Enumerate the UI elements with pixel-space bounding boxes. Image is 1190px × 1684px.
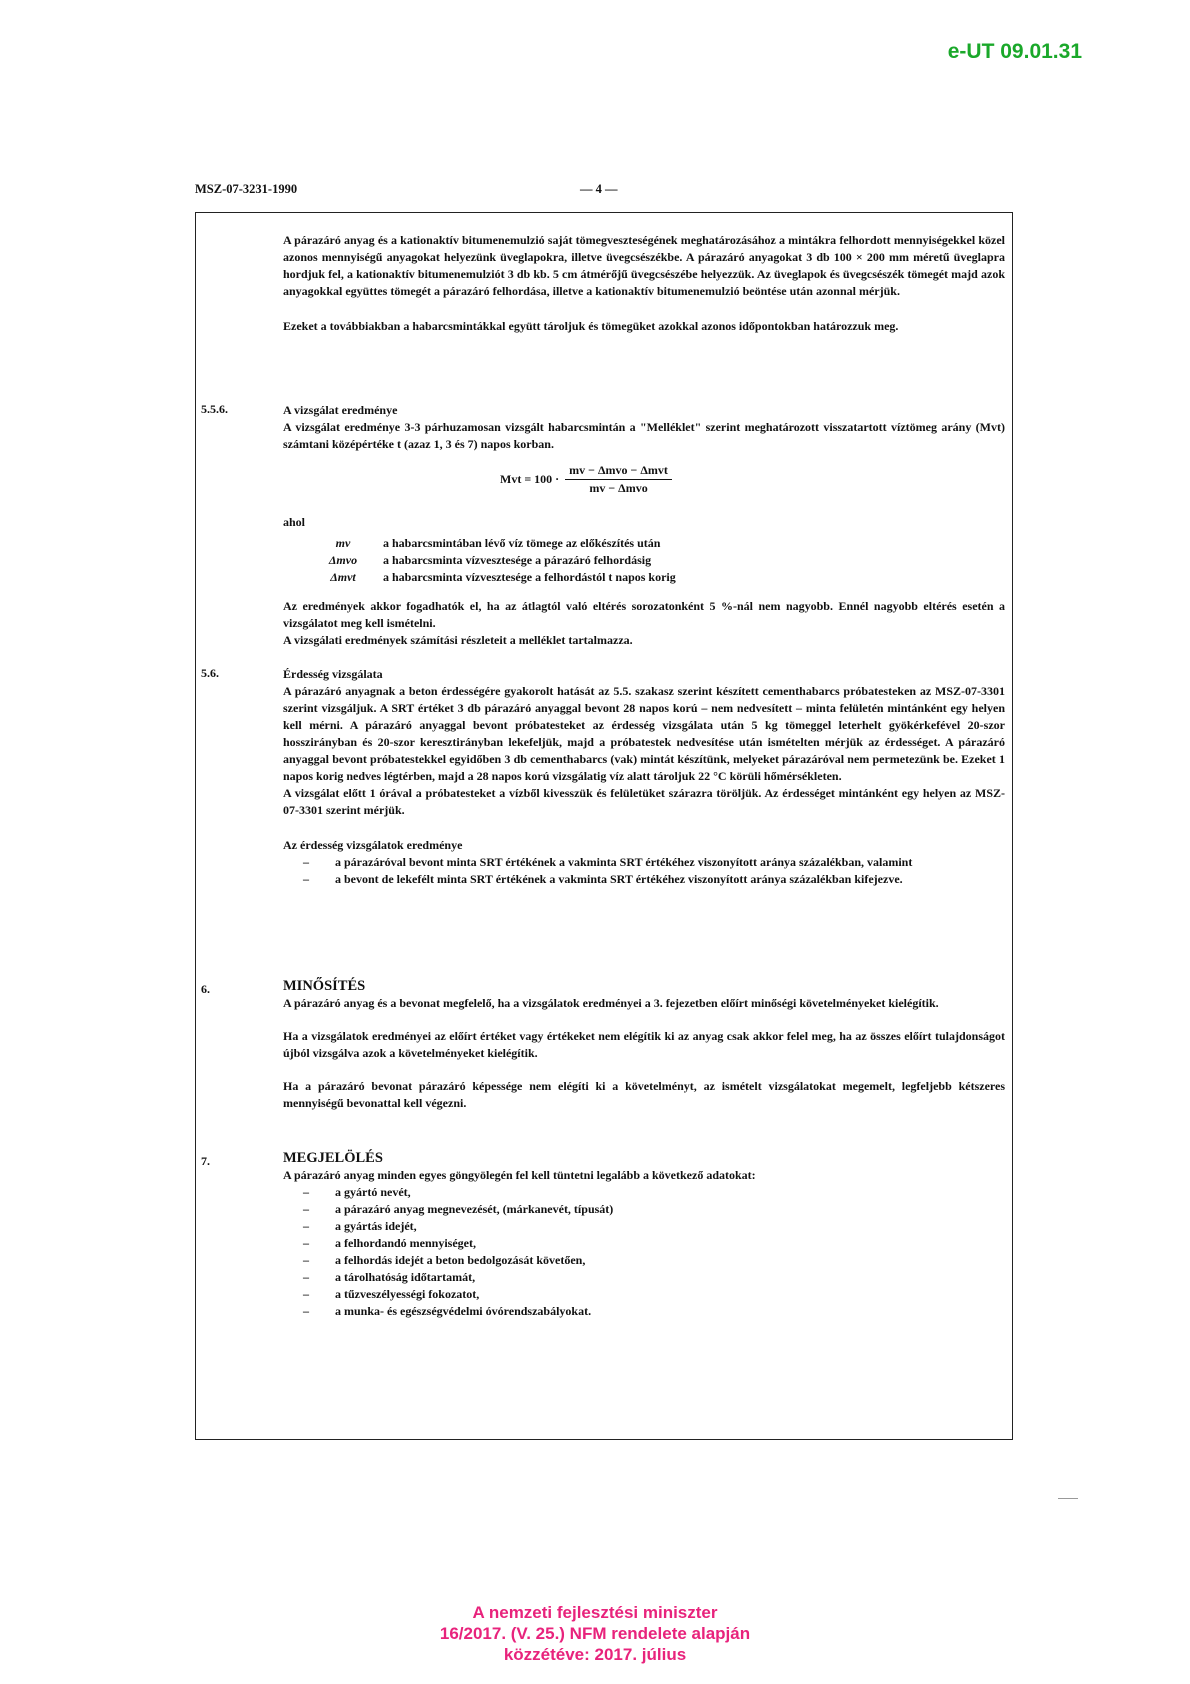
section-paragraph: Ha a vizsgálatok eredményei az előírt értéket vagy értékeket nem elégítik ki az anyag csak akkor felel meg, ha az összes előírt tulajdonságot újból vizsgálva azok a követelményeket kielégítik. — [283, 1029, 1005, 1060]
marking-item — [283, 1286, 1005, 1303]
results-item-text: a párazáróval bevont minta SRT értékének a vakminta SRT értékéhez viszonyított aránya százalékban, valamint — [335, 855, 913, 869]
formula-denominator: mv − Δmvo — [589, 481, 648, 495]
dash-bullet: – — [303, 1236, 309, 1250]
marking-item — [283, 1218, 1005, 1235]
footer-line: közzétéve: 2017. július — [503, 1645, 687, 1664]
section-5-5-6 — [283, 402, 1005, 453]
document-code: e-UT 09.01.31 — [947, 40, 1082, 63]
section-7 — [283, 1150, 1005, 1320]
header-standard-number: MSZ-07-3231-1990 — [195, 182, 298, 196]
intro-block — [283, 232, 1005, 335]
section-title: A vizsgálat eredménye — [283, 403, 398, 417]
marking-item-text: a felhordandó mennyiséget, — [335, 1236, 476, 1250]
legend-item — [303, 552, 1005, 569]
ahol-label: ahol — [283, 515, 306, 529]
dash-bullet: – — [303, 1287, 309, 1301]
section-paragraph: A vizsgálat eredménye 3-3 párhuzamosan vizsgált habarcsmintán a "Melléklet" szerint meghatározott visszatartott víztömeg arány (Mvt) számtani középértéke t (azaz 1, 3 és 7) napos korban. — [283, 420, 1005, 451]
marking-item — [283, 1184, 1005, 1201]
dash-bullet: – — [303, 1185, 309, 1199]
formula-fraction — [565, 463, 672, 496]
section-number: 5.6. — [201, 666, 219, 680]
dash-bullet: – — [303, 872, 309, 886]
marking-item-text: a párazáró anyag megnevezését, (márkanevét, típusát) — [335, 1202, 614, 1216]
results-item — [283, 854, 1005, 871]
dash-bullet: – — [303, 1253, 309, 1267]
formula-lhs: Mvt = 100 · — [500, 472, 560, 486]
section-number: 5.5.6. — [201, 402, 228, 416]
legend-symbol: Δmvo — [328, 553, 358, 567]
footer-line: 16/2017. (V. 25.) NFM rendelete alapján — [439, 1624, 751, 1643]
legend-description: a habarcsminta vízvesztesége a felhordástól t napos korig — [383, 570, 676, 584]
marking-item-text: a gyártó nevét, — [335, 1185, 411, 1199]
marking-item — [283, 1269, 1005, 1286]
section-paragraph: A vizsgálat előtt 1 órával a próbatesteket a vízből kivesszük és felületüket szárazra töröljük. Az érdességet mintánként egy helyen az MSZ-07-3301 szerint mérjük. — [283, 786, 1005, 817]
section-heading: MEGJELÖLÉS — [283, 1150, 383, 1166]
marking-item-text: a munka- és egészségvédelmi óvórendszabályokat. — [335, 1304, 592, 1318]
marking-item — [283, 1303, 1005, 1320]
marking-item-text: a felhordás idejét a beton bedolgozását követően, — [335, 1253, 586, 1267]
annex-note: A vizsgálati eredmények számítási részleteit a melléklet tartalmazza. — [283, 633, 633, 647]
dash-bullet: – — [303, 855, 309, 869]
dash-bullet: – — [303, 1304, 309, 1318]
section-paragraph: A párazáró anyag és a bevonat megfelelő, ha a vizsgálatok eredményei a 3. fejezetben előírt minőségi követelményeket kielégítik. — [283, 996, 939, 1010]
marking-item — [283, 1235, 1005, 1252]
legend-description: a habarcsmintában lévő víz tömege az előkészítés után — [383, 536, 661, 550]
legend-item — [303, 569, 1005, 586]
intro-paragraph: A párazáró anyag és a kationaktív bitumenemulzió saját tömegveszteségének meghatározásához a mintákra felhordott mennyiségekkel közel azonos mennyiségű anyagokat helyezünk üveglapokra, illetve üvegcsészékbe. A párazáró anyagokat 3 db 100 × 200 mm méretű üveglapra hordjuk fel, a kationaktív bitumenemulziót 3 db kb. 5 cm átmérőjű üvegcsészébe helyezzük. Az üveglapok és üvegcsészék tömegét majd azok anyagokkal együttes tömegét a párazáró felhordása, illetve a kationaktív bitumenemulzió beöntése után azonnal mérjük. — [283, 233, 1005, 298]
section-title: Érdesség vizsgálata — [283, 667, 383, 681]
formula-legend — [283, 514, 1005, 649]
section-paragraph: A párazáró anyagnak a beton érdességére gyakorolt hatását az 5.5. szakasz szerint készített cementhabarcs próbatesteken az MSZ-07-3301 szerint vizsgáljuk. A SRT értéket 3 db párazáró anyaggal bevont 28 napos korú – nem nedvesített – minta felületén mintánként egy helyen kell mérni. A párazáró anyaggal bevont próbatesteket az érdesség vizsgálata után 5 kg tömeggel leterhelt gyökérkefével 20-szor hosszirányban és 20-szor keresztirányban lekefeljük, majd a próbatestek nedvesítése után ismételten mérjük az érdességet. A párazáró anyaggal bevont próbatestekkel egyidőben 3 db cementhabarcs (vak) mintát készítünk, melyeket párazáróval nem permetezünk be. Ezeket 1 napos korig nedves légtérben, majd a 28 napos korú vizsgálatig víz alatt tároljuk 22 °C körüli hőmérsékleten. — [283, 684, 1005, 783]
section-paragraph: A párazáró anyag minden egyes göngyölegén fel kell tüntetni legalább a következő adatokat: — [283, 1168, 756, 1182]
section-number: 7. — [201, 1154, 210, 1168]
section-paragraph: Ha a párazáró bevonat párazáró képessége nem elégíti ki a követelményt, az ismételt vizsgálatokat megemelt, legfeljebb kétszeres mennyiségű bevonattal kell végezni. — [283, 1079, 1005, 1110]
legend-description: a habarcsminta vízvesztesége a párazáró felhordásig — [383, 553, 652, 567]
section-5-6 — [283, 666, 1005, 888]
page-rule — [1058, 1498, 1078, 1499]
dash-bullet: – — [303, 1270, 309, 1284]
results-title: Az érdesség vizsgálatok eredménye — [283, 838, 463, 852]
legend-symbol: Δmvt — [330, 570, 356, 584]
section-heading: MINŐSÍTÉS — [283, 978, 366, 994]
marking-item-text: a tűzveszélyességi fokozatot, — [335, 1287, 480, 1301]
header-page-number: — 4 — — [580, 182, 618, 196]
dash-bullet: – — [303, 1202, 309, 1216]
formula — [500, 463, 672, 496]
publication-footer — [0, 1602, 1190, 1665]
results-item — [283, 871, 1005, 888]
formula-numerator: mv − Δmvo − Δmvt — [565, 463, 672, 480]
intro-paragraph: Ezeket a továbbiakban a habarcsmintákkal együtt tároljuk és tömegüket azokkal azonos időpontokban határozzuk meg. — [283, 319, 899, 333]
dash-bullet: – — [303, 1219, 309, 1233]
section-6 — [283, 978, 1005, 1112]
legend-item — [303, 535, 1005, 552]
legend-symbol: mv — [335, 536, 351, 550]
marking-item — [283, 1252, 1005, 1269]
results-item-text: a bevont de lekefélt minta SRT értékének a vakminta SRT értékéhez viszonyított aránya százalékban kifejezve. — [335, 872, 903, 886]
acceptance-paragraph: Az eredmények akkor fogadhatók el, ha az átlagtól való eltérés sorozatonként 5 %-nál nem nagyobb. Ennél nagyobb eltérés esetén a vizsgálatot meg kell ismételni. — [283, 599, 1005, 630]
marking-item-text: a gyártás idejét, — [335, 1219, 417, 1233]
section-number: 6. — [201, 982, 210, 996]
marking-item-text: a tárolhatóság időtartamát, — [335, 1270, 476, 1284]
footer-line: A nemzeti fejlesztési miniszter — [472, 1603, 718, 1622]
marking-item — [283, 1201, 1005, 1218]
